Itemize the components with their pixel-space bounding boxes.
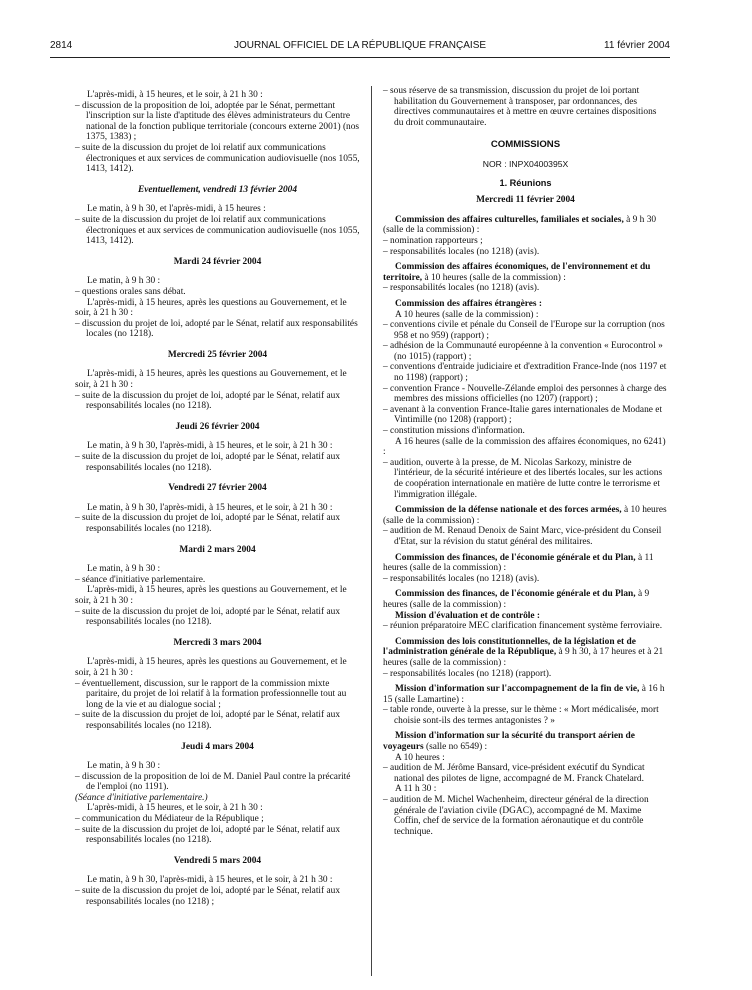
list-item: – suite de la discussion du projet de loi, adopté par le Sénat, relatif aux responsabilités locales (no 1218). [75,710,341,731]
list-item: – conventions d'entraide judiciaire et d'extradition France-Inde (nos 1197 et no 1198) (rapport) ; [383,362,667,384]
list-item: – audition de M. Michel Wachenheim, directeur général de la direction générale de l'aviation civile (DGAC), accompagné de M. Maxime Coffin, chef de service de la formation aéronautique et du contrôle technique. [383,795,649,837]
day-heading: Mercredi 25 février 2004 [167,349,268,360]
list-item: – suite de la discussion du projet de loi, adopté par le Sénat, relatif aux responsabilités locales (no 1218). [75,452,341,473]
commission-name: Commission des finances, de l'économie générale et du Plan, [395,589,636,600]
meeting-time: à 16 h 15 (salle Lamartine) : [383,684,665,705]
paragraph: A 16 heures (salle de la commission des affaires économiques, no 6241) : [383,436,666,458]
list-item: – communication du Médiateur de la République ; [75,814,264,825]
list-item: – suite de la discussion du projet de loi, adopté par le Sénat, relatif aux responsabilités locales (no 1218). [75,390,341,412]
list-item: – audition de M. Renaud Denoix de Saint Marc, vice-président du Conseil d'Etat, sur la révision du statut général des militaires. [383,526,662,547]
commission-name: Commission des finances, de l'économie générale et du Plan, [395,552,636,563]
paragraph: Le matin, à 9 h 30 : [87,761,161,772]
day-heading: Mardi 24 février 2004 [173,256,262,267]
list-item: – suite de la discussion du projet de loi relatif aux communications électroniques et aux services de communication audiovisuelle (nos 1055, 1413, 1412). [75,214,360,247]
paragraph: Le matin, à 9 h 30, et l'après-midi, à 15 heures : [87,204,266,215]
list-item: – séance d'initiative parlementaire. [75,574,206,585]
commission-name: Commission des affaires économiques, de l'environnement et du territoire, [383,262,651,283]
mission-name: Mission d'information sur la sécurité du transport aérien de voyageurs [383,731,635,753]
commission-name: Commission de la défense nationale et des forces armées, [395,505,622,516]
page-header [50,40,670,56]
day-heading: Jeudi 4 mars 2004 [181,741,254,752]
day-heading: Vendredi 27 février 2004 [168,483,267,494]
list-item: – discussion de la proposition de loi, adoptée par le Sénat, permettant l'inscription sur la liste d'aptitude des élèves administrateurs du Centre national de la fonction publique territoriale (concours externe 2001) (nos 1375, 1383) ; [75,100,360,143]
meeting-time: à 10 heures (salle de la commission) : [383,505,667,526]
nor-reference: NOR : INPX0400395X [482,158,569,169]
paragraph: A 10 heures : [395,752,445,763]
list-item: – responsabilités locales (no 1218) (avis). [383,283,540,294]
list-item: – adhésion de la Communauté européenne à la convention « Eurocontrol » (no 1015) (rapport) ; [383,341,663,362]
meeting-time: (salle no 6549) : [423,742,488,753]
paragraph: L'après-midi, à 15 heures, après les questions au Gouvernement, et le soir, à 21 h 30 : [75,657,347,678]
list-item: – table ronde, ouverte à la presse, sur le thème : « Mort médicalisée, mort choisie sont-ils des termes antagonistes ? » [383,705,659,726]
meeting-time: à 9 h 30 (salle de la commission) : [383,214,657,236]
journal-title: JOURNAL OFFICIEL DE LA RÉPUBLIQUE FRANÇAISE [233,40,487,51]
subsection-title: 1. Réunions [499,177,552,188]
list-item: – audition de M. Jérôme Bansard, vice-président exécutif du Syndicat national des pilotes de ligne, accompagné de M. Franck Chatelard. [383,763,645,784]
list-item: – responsabilités locales (no 1218) (avis). [383,246,540,257]
list-item: – suite de la discussion du projet de loi, adopté par le Sénat, relatif aux responsabilités locales (no 1218) ; [75,886,341,907]
commission-name: Commission des affaires étrangères : [395,298,543,309]
commission-name: Commission des lois constitutionnelles, de la législation et de l'administration générale de la République, [383,636,636,658]
list-item: – responsabilités locales (no 1218) (avis). [383,573,540,584]
list-item: – suite de la discussion du projet de loi, adopté par le Sénat, relatif aux responsabilités locales (no 1218). [75,824,341,846]
paragraph: A 11 h 30 : [395,784,437,795]
meeting-time: à 9 heures (salle de la commission) : [383,589,650,610]
list-item: – sous réserve de sa transmission, discussion du projet de loi portant habilitation du Gouvernement à transposer, par ordonnances, des directives communautaires et à mettre en œuvre certaines dispositions du droit communautaire. [383,86,657,128]
list-item: – suite de la discussion du projet de loi, adopté par le Sénat, relatif aux responsabilités locales (no 1218). [75,513,341,534]
list-item: – constitution missions d'information. [383,426,525,437]
column-divider [371,86,372,976]
list-item: – audition, ouverte à la presse, de M. Nicolas Sarkozy, ministre de l'intérieur, de la sécurité intérieure et des libertés locales, sur les actions de coopération internationale en matière de lutte contre le terrorisme et l'immigration illégale. [383,457,663,500]
left-column [75,90,360,907]
day-heading: Eventuellement, vendredi 13 février 2004 [137,184,298,195]
day-heading: Mardi 2 mars 2004 [179,544,256,555]
day-heading: Mercredi 3 mars 2004 [173,637,262,648]
list-item: – conventions civile et pénale du Conseil de l'Europe sur la corruption (nos 958 et no 959) (rapport) ; [383,320,665,341]
paragraph: L'après-midi, à 15 heures, après les questions au Gouvernement, et le soir, à 21 h 30 : [75,369,347,391]
list-item: – nomination rapporteurs ; [383,235,483,246]
session-note: (Séance d'initiative parlementaire.) [75,792,208,803]
list-item: – réunion préparatoire MEC clarification financement système ferroviaire. [383,621,663,632]
header-rule [50,57,670,58]
commission-name: Commission des affaires culturelles, familiales et sociales, [395,214,624,225]
list-item: – discussion du projet de loi, adopté par le Sénat, relatif aux responsabilités locales (no 1218). [75,318,358,340]
day-heading: Jeudi 26 février 2004 [175,421,260,432]
right-column [383,86,668,837]
section-title: COMMISSIONS [490,139,561,151]
list-item: – suite de la discussion du projet de loi relatif aux communications électroniques et aux services de communication audiovisuelle (nos 1055, 1413, 1412). [75,142,360,175]
paragraph: Le matin, à 9 h 30, l'après-midi, à 15 heures, et le soir, à 21 h 30 : [87,502,333,513]
paragraph: Le matin, à 9 h 30 : [87,276,161,287]
meeting-time: à 9 h 30, à 17 heures et à 21 heures (salle de la commission) : [383,647,664,668]
list-item: – responsabilités locales (no 1218) (rapport). [383,668,552,679]
list-item: – questions orales sans débat. [75,286,186,297]
day-heading: Mercredi 11 février 2004 [476,195,575,206]
page-number: 2814 [50,40,73,51]
list-item: – suite de la discussion du projet de loi, adopté par le Sénat, relatif aux responsabilités locales (no 1218). [75,606,341,628]
list-item: – éventuellement, discussion, sur le rapport de la commission mixte paritaire, du projet de loi relatif à la formation professionnelle tout au long de la vie et au dialogue social ; [75,678,347,710]
paragraph: L'après-midi, à 15 heures, et le soir, à 21 h 30 : [87,803,263,814]
day-heading: Vendredi 5 mars 2004 [173,855,262,866]
paragraph: L'après-midi, à 15 heures, et le soir, à 21 h 30 : [87,90,263,100]
meeting-time: à 10 heures (salle de la commission) : [422,272,566,283]
paragraph: A 10 heures (salle de la commission) : [395,309,539,320]
issue-date: 11 février 2004 [604,40,670,51]
paragraph: Le matin, à 9 h 30, l'après-midi, à 15 heures, et le soir, à 21 h 30 : [87,441,333,452]
paragraph: L'après-midi, à 15 heures, après les questions au Gouvernement, et le soir, à 21 h 30 : [75,297,347,319]
meeting-time: à 11 heures (salle de la commission) : [383,552,654,574]
paragraph: L'après-midi, à 15 heures, après les questions au Gouvernement, et le soir, à 21 h 30 : [75,585,347,606]
list-item: – convention France - Nouvelle-Zélande emploi des personnes à charge des membres des missions officielles (no 1207) (rapport) ; [383,383,667,405]
list-item: – avenant à la convention France-Italie gares internationales de Modane et Vintimille (no 1208) (rapport) ; [383,404,663,426]
paragraph: Le matin, à 9 h 30 : [87,564,161,575]
paragraph: Le matin, à 9 h 30, l'après-midi, à 15 heures, et le soir, à 21 h 30 : [87,875,333,886]
mission-name: Mission d'évaluation et de contrôle : [395,610,541,621]
list-item: – discussion de la proposition de loi de M. Daniel Paul contre la précarité de l'emploi (no 1191). [75,771,351,793]
mission-name: Mission d'information sur l'accompagnement de la fin de vie, [395,684,640,695]
